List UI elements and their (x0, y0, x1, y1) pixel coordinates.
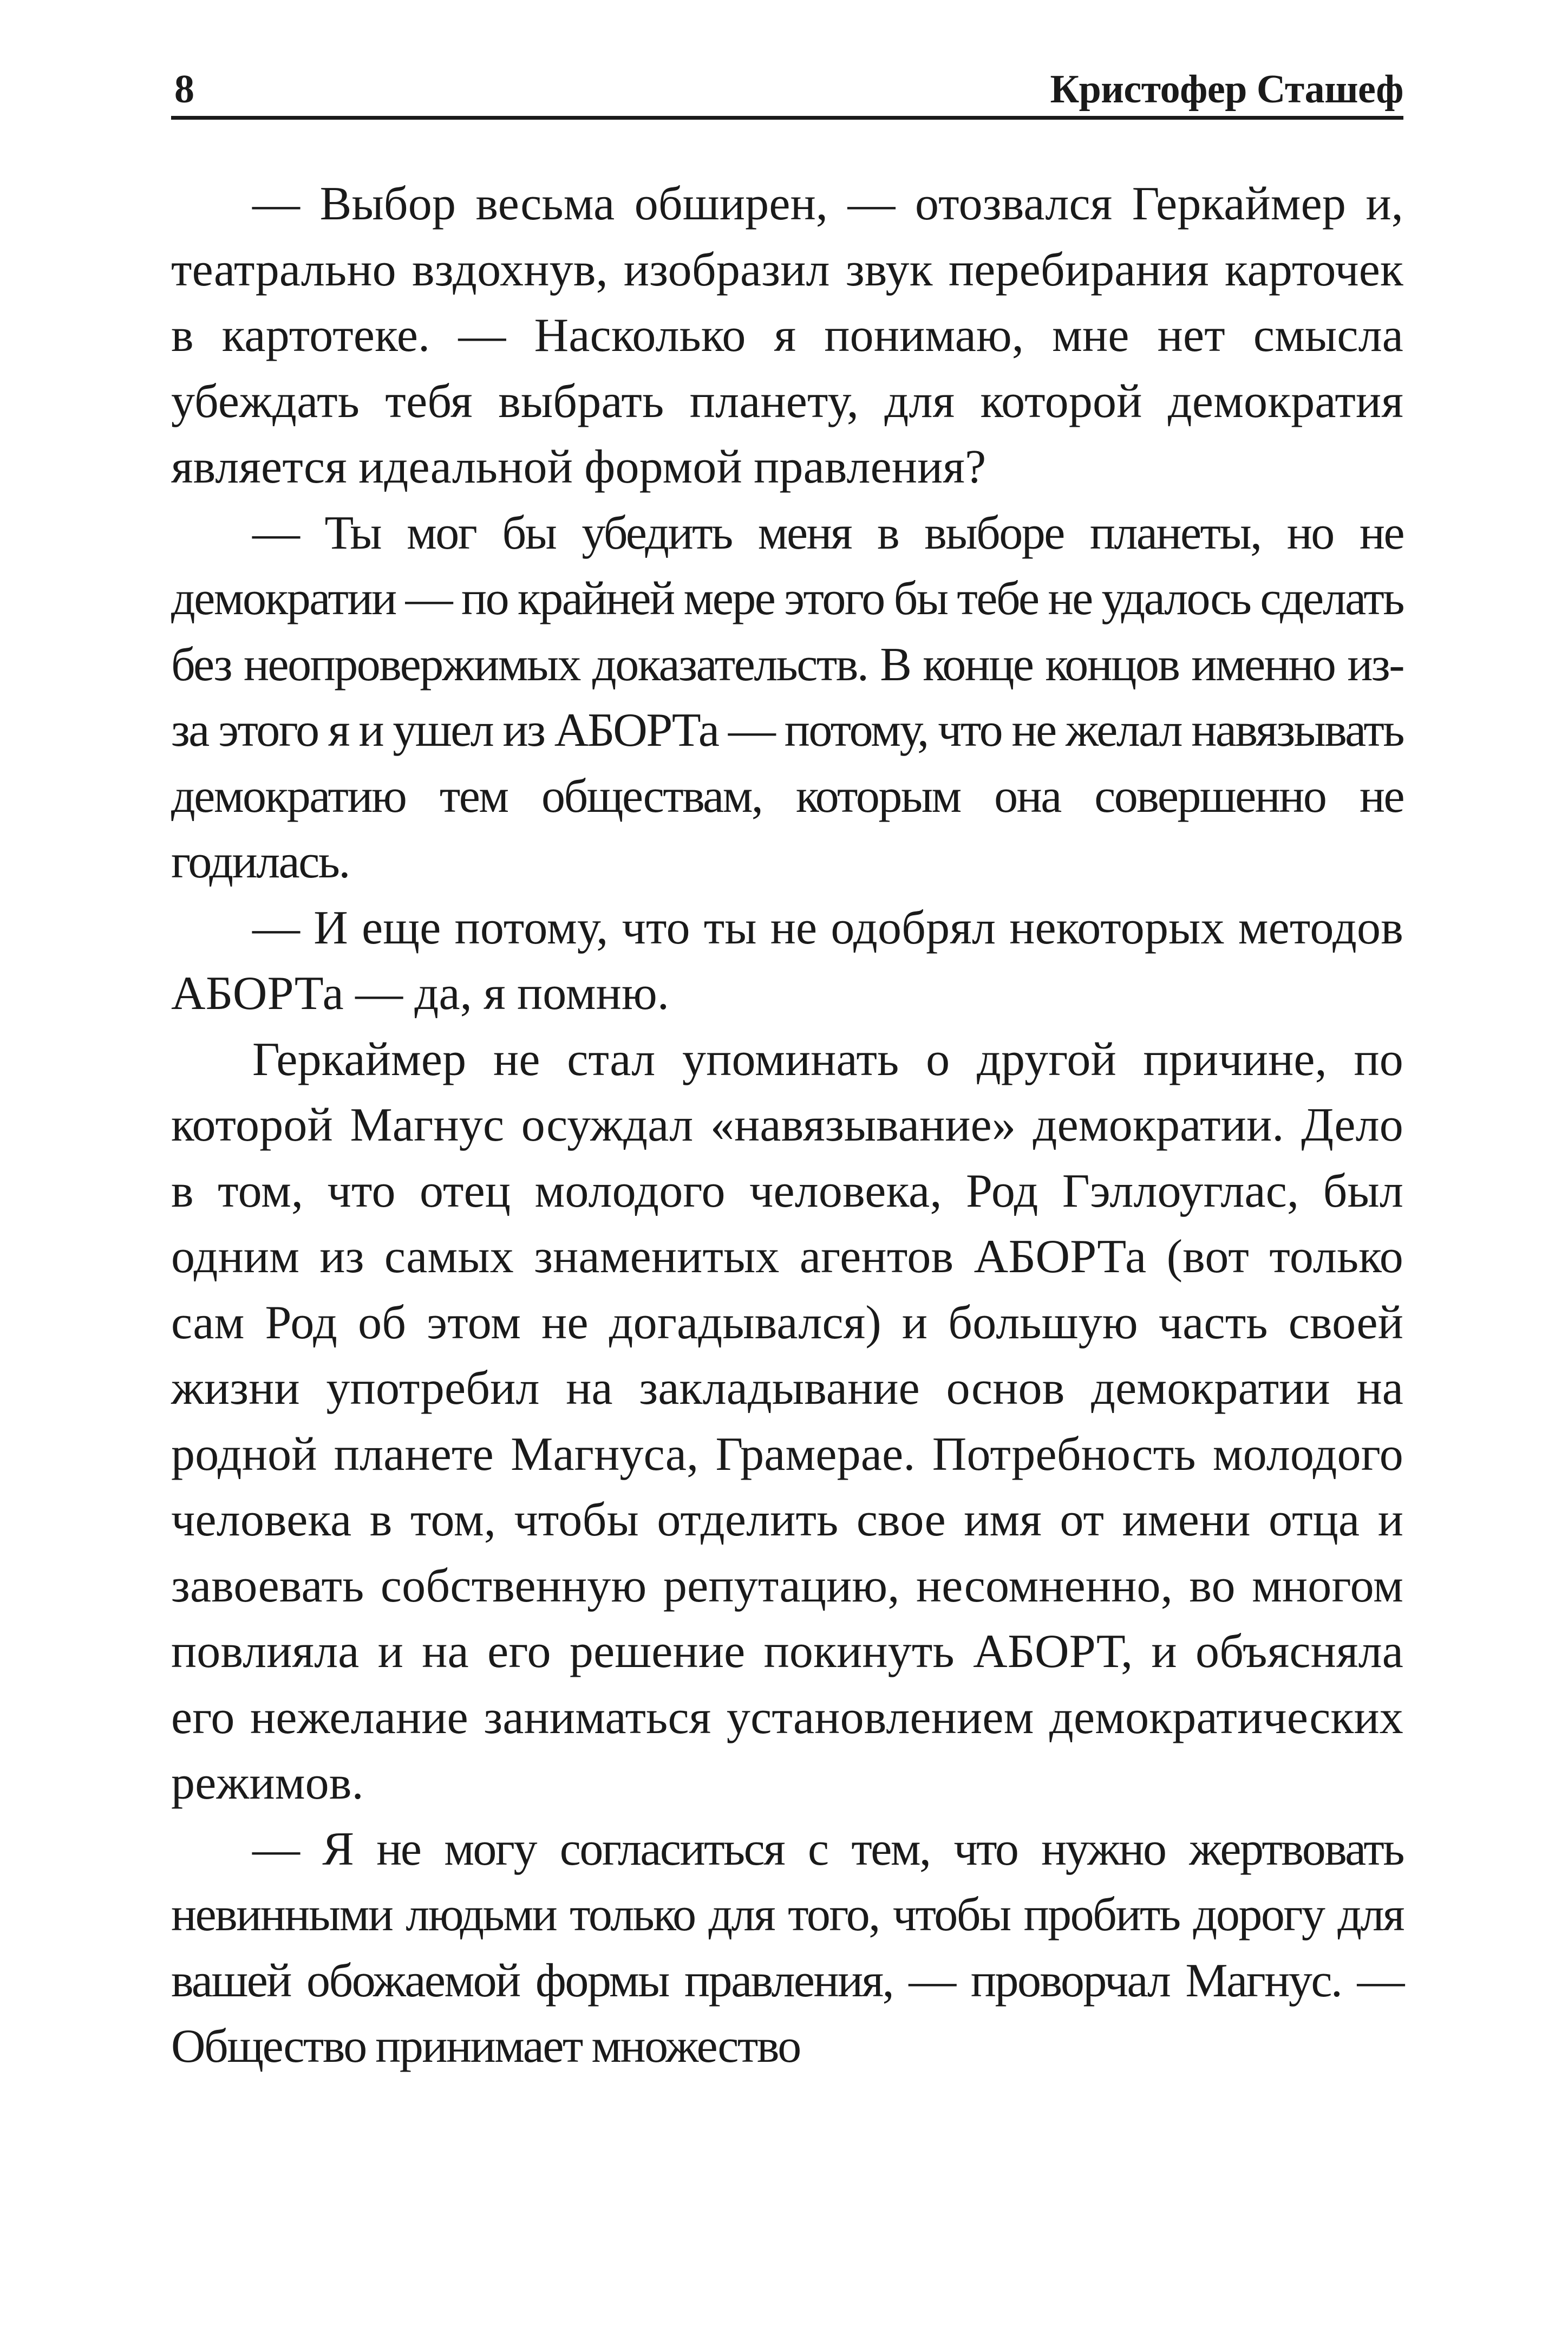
paragraph: — И еще потому, что ты не одобрял некоторых методов АБОРТа — да, я помню. (171, 901, 1403, 1020)
paragraph: — Ты мог бы убедить меня в выборе планеты, но не демократии — по крайней мере этого бы тебе не удалось сделать без неопровержимых доказательств. В конце концов именно из-за этого я и ушел из АБОРТа — потому, что не желал навязывать демократию тем обществам, которым она совершенно не годилась. (171, 506, 1403, 888)
running-head-author: Кристофер Сташеф (1050, 67, 1403, 112)
body-text (171, 171, 1403, 2080)
paragraph: Геркаймер не стал упоминать о другой причине, по которой Магнус осуждал «навязывание» демократии. Дело в том, что отец молодого человека, Род Гэллоуглас, был одним из самых знаменитых агентов АБОРТа (вот только сам Род об этом не догадывался) и большую часть своей жизни употребил на закладывание основ демократии на родной планете Магнуса, Грамерае. Потребность молодого человека в том, чтобы отделить свое имя от имени отца и завоевать собственную репутацию, несомненно, во многом повлияла и на его решение покинуть АБОРТ, и объясняла его нежелание заниматься установлением демократических режимов. (171, 1033, 1403, 1809)
book-page (171, 65, 1403, 2080)
paragraph: — Я не могу согласиться с тем, что нужно жертвовать невинными людьми только для того, чтобы пробить дорогу для вашей обожаемой формы правления, — проворчал Магнус. — Общество принимает множество (171, 1822, 1403, 2073)
page-header (171, 65, 1403, 120)
page-number: 8 (174, 67, 194, 112)
paragraph: — Выбор весьма обширен, — отозвался Геркаймер и, театрально вздохнув, изобразил звук перебирания карточек в картотеке. — Насколько я понимаю, мне нет смысла убеждать тебя выбрать планету, для которой демократия является идеальной формой правления? (171, 178, 1403, 493)
